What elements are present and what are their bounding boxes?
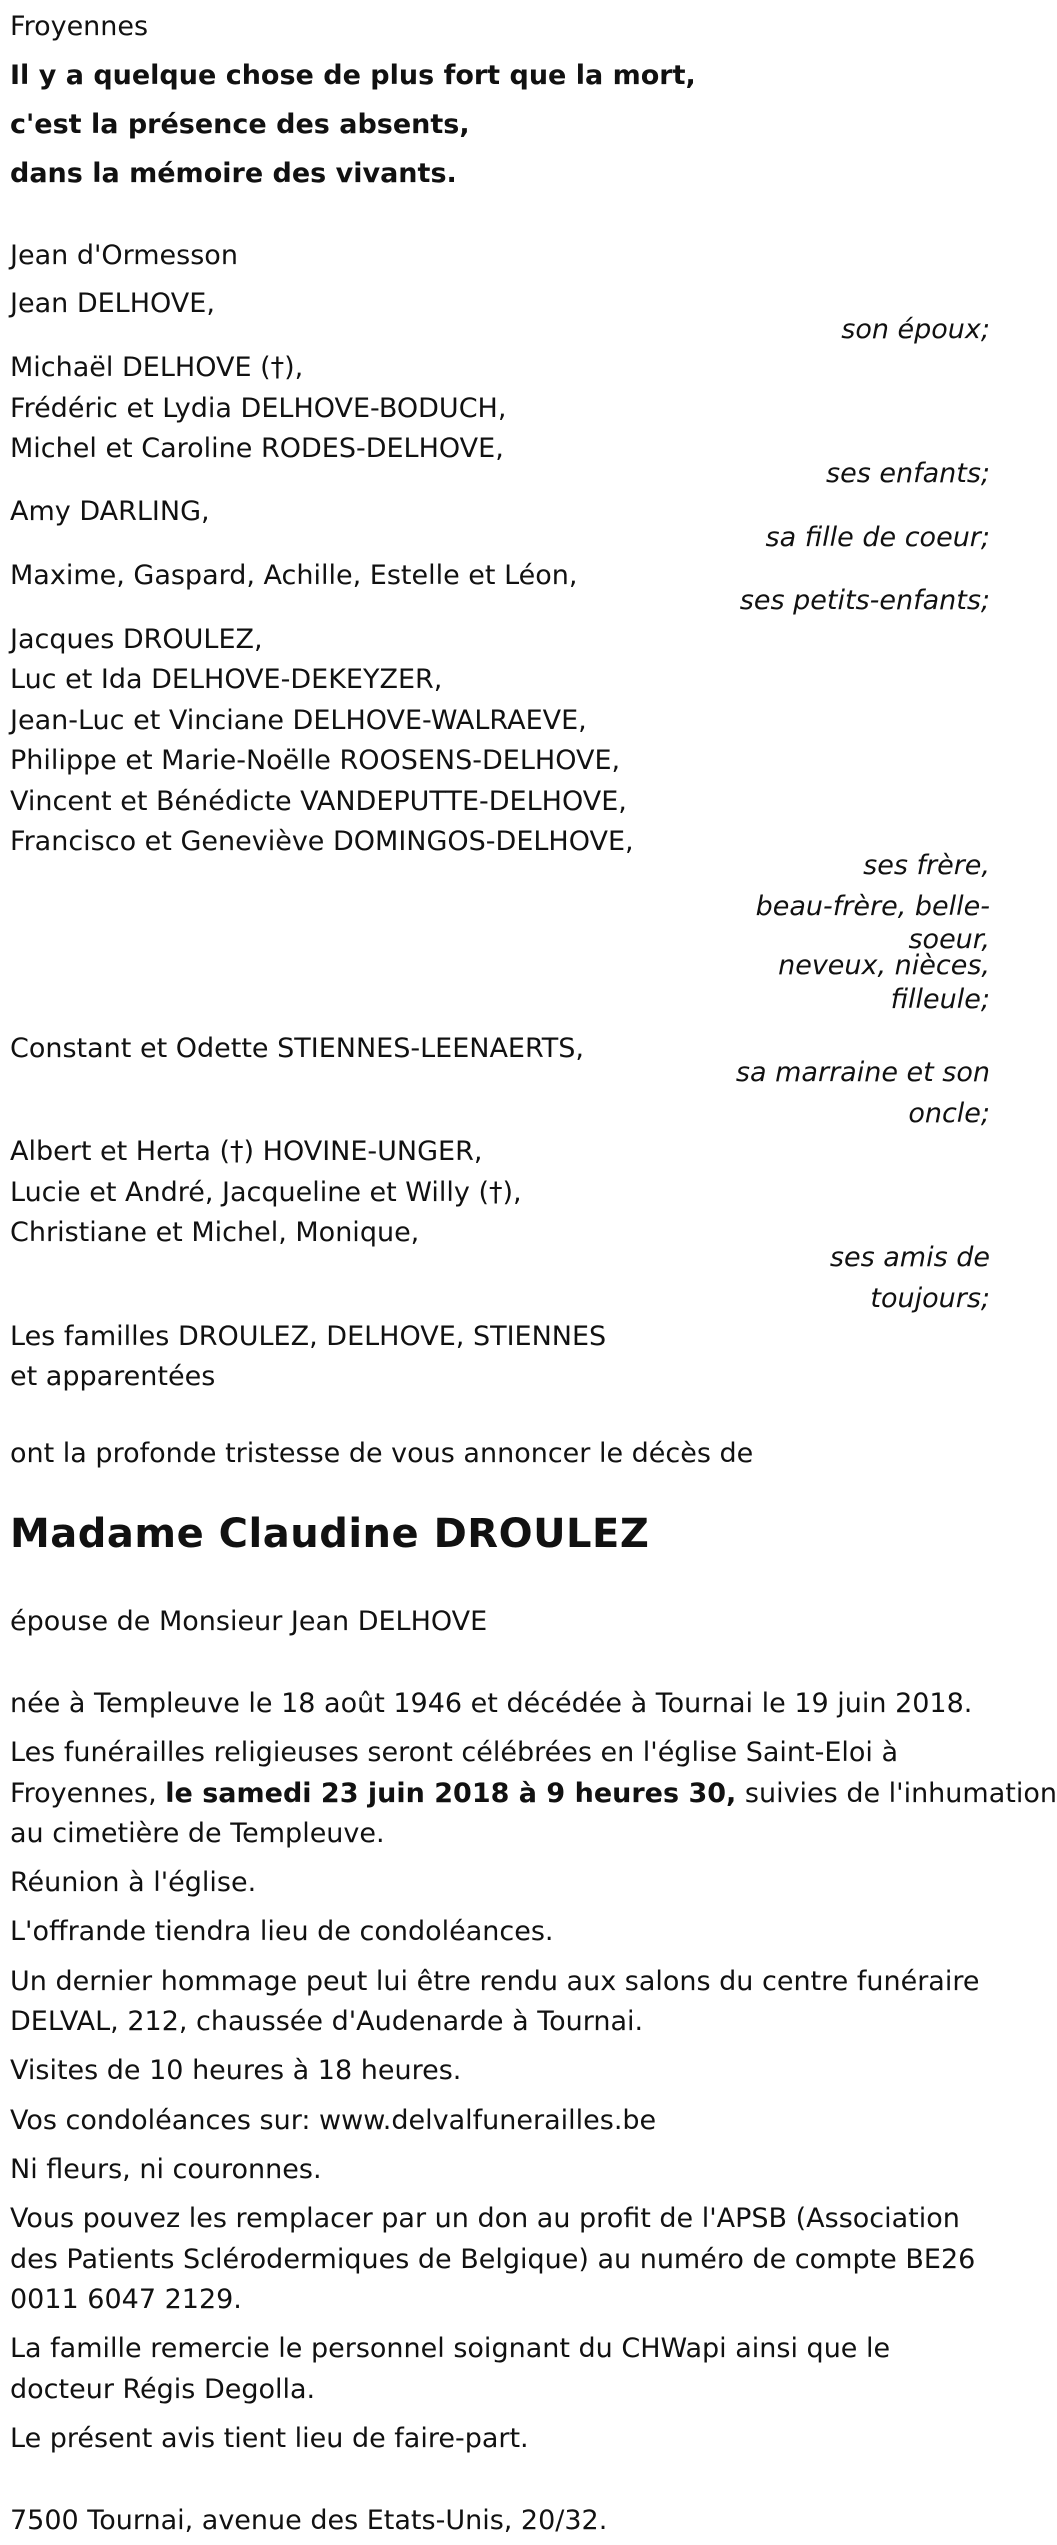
family-name: Jean DELHOVE, <box>10 288 215 319</box>
family-role: ses amis de toujours; <box>829 1242 990 1314</box>
family-name: Amy DARLING, <box>10 496 210 527</box>
don-text: Vous pouvez les remplacer par un don au profit de l'APSB (Association <box>10 2203 960 2234</box>
merci-text: docteur Régis Degolla. <box>10 2374 316 2405</box>
family-name: Jean-Luc et Vinciane DELHOVE-WALRAEVE, <box>10 705 587 736</box>
family-name: Constant et Odette STIENNES-LEENAERTS, <box>10 1033 585 1064</box>
family-name: Michaël DELHOVE (†), <box>10 352 304 383</box>
family-name: Luc et Ida DELHOVE-DEKEYZER, <box>10 664 443 695</box>
birth-death-line: née à Templeuve le 18 août 1946 et décédée à Tournai le 19 juin 2018. <box>10 1688 973 1719</box>
quote-author: Jean d'Ormesson <box>10 240 238 271</box>
family-role: sa fille de coeur; <box>765 522 990 553</box>
don-text: des Patients Sclérodermiques de Belgique) au numéro de compte BE26 <box>10 2244 976 2275</box>
funeral-text: Froyennes, le samedi 23 juin 2018 à 9 heures 30, suivies de l'inhumation <box>10 1778 1057 1809</box>
merci-text: La famille remercie le personnel soignant du CHWapi ainsi que le <box>10 2333 891 2364</box>
funeral-date: le samedi 23 juin 2018 à 9 heures 30, <box>165 1778 737 1809</box>
family-name: Christiane et Michel, Monique, <box>10 1217 420 1248</box>
funeral-text: au cimetière de Templeuve. <box>10 1818 385 1849</box>
family-name: Maxime, Gaspard, Achille, Estelle et Léon, <box>10 560 578 591</box>
quote-line: c'est la présence des absents, <box>10 109 470 140</box>
family-role: sa marraine et son oncle; <box>735 1057 990 1129</box>
family-name: Philippe et Marie-Noëlle ROOSENS-DELHOVE, <box>10 745 621 776</box>
announcement: ont la profonde tristesse de vous annoncer le décès de <box>10 1438 754 1469</box>
family-role: ses petits-enfants; <box>739 585 990 616</box>
family-name: Michel et Caroline RODES-DELHOVE, <box>10 433 504 464</box>
family-name: et apparentées <box>10 1361 216 1392</box>
family-role: son époux; <box>841 314 990 345</box>
family-role: ses frère, beau-frère, belle- soeur, neveux, nièces, filleule; <box>755 850 990 1015</box>
hommage-text: Un dernier hommage peut lui être rendu aux salons du centre funéraire <box>10 1966 980 1997</box>
family-name: Les familles DROULEZ, DELHOVE, STIENNES <box>10 1321 607 1352</box>
family-name: Albert et Herta (†) HOVINE-UNGER, <box>10 1136 483 1167</box>
funeral-text: Les funérailles religieuses seront célébrées en l'église Saint-Eloi à <box>10 1737 899 1768</box>
fairepart-text: Le présent avis tient lieu de faire-part. <box>10 2423 529 2454</box>
quote-line: dans la mémoire des vivants. <box>10 158 457 189</box>
quote-line: Il y a quelque chose de plus fort que la mort, <box>10 60 696 91</box>
spouse-line: épouse de Monsieur Jean DELHOVE <box>10 1606 488 1637</box>
fleurs-text: Ni fleurs, ni couronnes. <box>10 2154 322 2185</box>
address: 7500 Tournai, avenue des Etats-Unis, 20/32. <box>10 2505 608 2536</box>
family-name: Jacques DROULEZ, <box>10 624 263 655</box>
place: Froyennes <box>10 11 149 42</box>
visites-text: Visites de 10 heures à 18 heures. <box>10 2055 462 2086</box>
family-name: Vincent et Bénédicte VANDEPUTTE-DELHOVE, <box>10 786 627 817</box>
family-name: Lucie et André, Jacqueline et Willy (†), <box>10 1177 522 1208</box>
condoleances-text: Vos condoléances sur: www.delvalfunerailles.be <box>10 2105 657 2136</box>
hommage-text: DELVAL, 212, chaussée d'Audenarde à Tournai. <box>10 2006 644 2037</box>
family-name: Francisco et Geneviève DOMINGOS-DELHOVE, <box>10 826 634 857</box>
don-text: 0011 6047 2129. <box>10 2284 242 2315</box>
family-role: ses enfants; <box>826 458 990 489</box>
offrande-text: L'offrande tiendra lieu de condoléances. <box>10 1916 554 1947</box>
deceased-name: Madame Claudine DROULEZ <box>10 1511 650 1557</box>
reunion-text: Réunion à l'église. <box>10 1867 257 1898</box>
family-name: Frédéric et Lydia DELHOVE-BODUCH, <box>10 393 507 424</box>
